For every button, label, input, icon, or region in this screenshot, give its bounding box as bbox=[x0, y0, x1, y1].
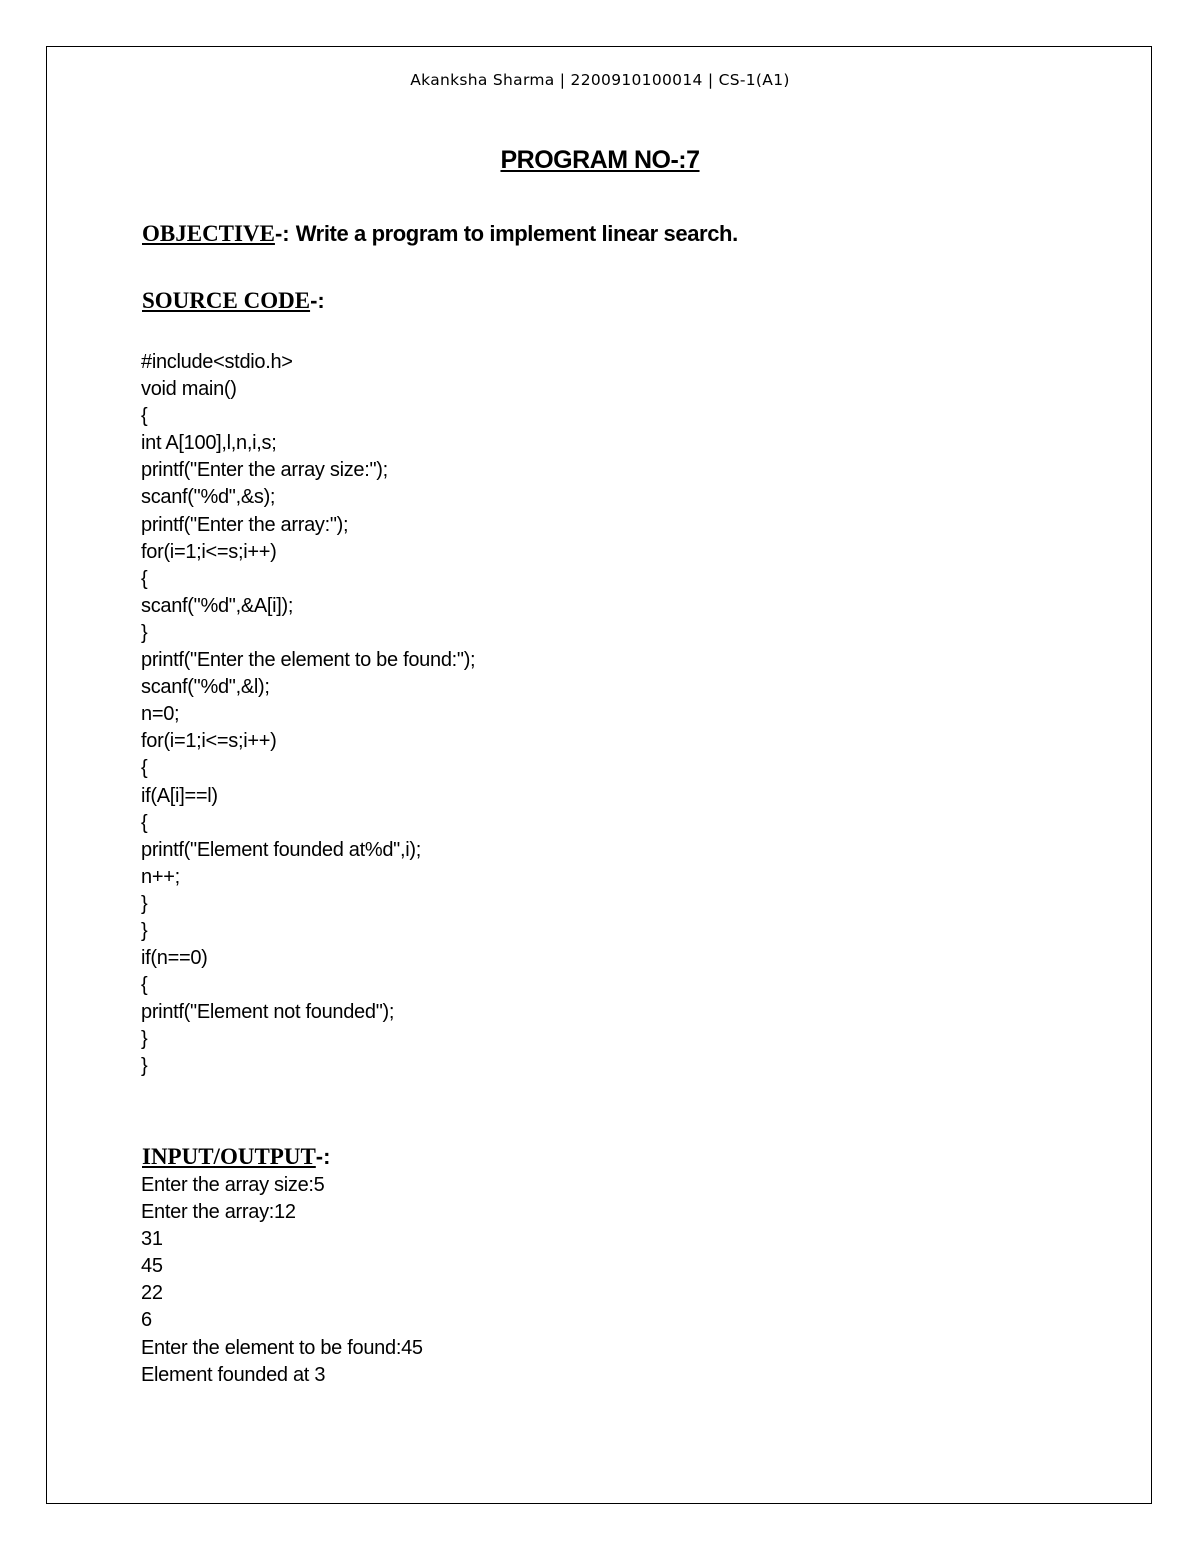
code-line: } bbox=[141, 919, 148, 942]
code-line: scanf("%d",&A[i]); bbox=[141, 594, 294, 617]
code-line: scanf("%d",&s); bbox=[141, 486, 276, 509]
code-line: printf("Element not founded"); bbox=[141, 1001, 395, 1024]
code-line: { bbox=[141, 567, 148, 590]
output-line: 22 bbox=[141, 1282, 163, 1305]
source-code-block bbox=[141, 349, 475, 1081]
source-code-heading bbox=[142, 288, 325, 314]
code-line: } bbox=[141, 892, 148, 915]
code-line: { bbox=[141, 405, 148, 428]
page-header: Akanksha Sharma | 2200910100014 | CS-1(A1) bbox=[410, 71, 790, 89]
output-line: Enter the array:12 bbox=[141, 1201, 296, 1224]
code-line: n=0; bbox=[141, 703, 180, 726]
objective-label: OBJECTIVE bbox=[142, 221, 275, 246]
input-output-heading bbox=[142, 1144, 330, 1170]
program-title: PROGRAM NO-:7 bbox=[500, 146, 700, 174]
code-line: for(i=1;i<=s;i++) bbox=[141, 540, 277, 563]
code-line: for(i=1;i<=s;i++) bbox=[141, 730, 277, 753]
code-line: scanf("%d",&l); bbox=[141, 676, 270, 699]
input-output-label: INPUT/OUTPUT bbox=[142, 1144, 316, 1169]
code-line: { bbox=[141, 974, 148, 997]
code-line: printf("Element founded at%d",i); bbox=[141, 838, 422, 861]
objective-section bbox=[142, 221, 738, 247]
output-line: 45 bbox=[141, 1255, 163, 1278]
source-code-separator: -: bbox=[310, 288, 325, 313]
output-line: 31 bbox=[141, 1228, 163, 1251]
code-line: int A[100],l,n,i,s; bbox=[141, 432, 277, 455]
output-line: Enter the array size:5 bbox=[141, 1174, 325, 1196]
code-line: if(A[i]==l) bbox=[141, 784, 218, 807]
output-line: Enter the element to be found:45 bbox=[141, 1336, 423, 1359]
code-line: { bbox=[141, 811, 148, 834]
code-line: if(n==0) bbox=[141, 947, 208, 970]
source-code-label: SOURCE CODE bbox=[142, 288, 311, 313]
code-line: printf("Enter the array size:"); bbox=[141, 459, 388, 482]
code-line: { bbox=[141, 757, 148, 780]
objective-separator: -: bbox=[274, 221, 296, 246]
output-line: Element founded at 3 bbox=[141, 1363, 326, 1386]
code-line: printf("Enter the element to be found:"); bbox=[141, 649, 476, 672]
code-line: } bbox=[141, 1028, 148, 1051]
code-line: void main() bbox=[141, 378, 237, 401]
code-line: } bbox=[141, 621, 148, 644]
input-output-separator: -: bbox=[315, 1144, 331, 1169]
objective-text: Write a program to implement linear search. bbox=[295, 221, 738, 246]
code-line: #include<stdio.h> bbox=[141, 351, 293, 373]
code-line: n++; bbox=[141, 865, 180, 888]
code-line: } bbox=[141, 1055, 148, 1078]
code-line: printf("Enter the array:"); bbox=[141, 513, 349, 536]
output-line: 6 bbox=[141, 1309, 152, 1332]
output-block bbox=[141, 1172, 423, 1389]
